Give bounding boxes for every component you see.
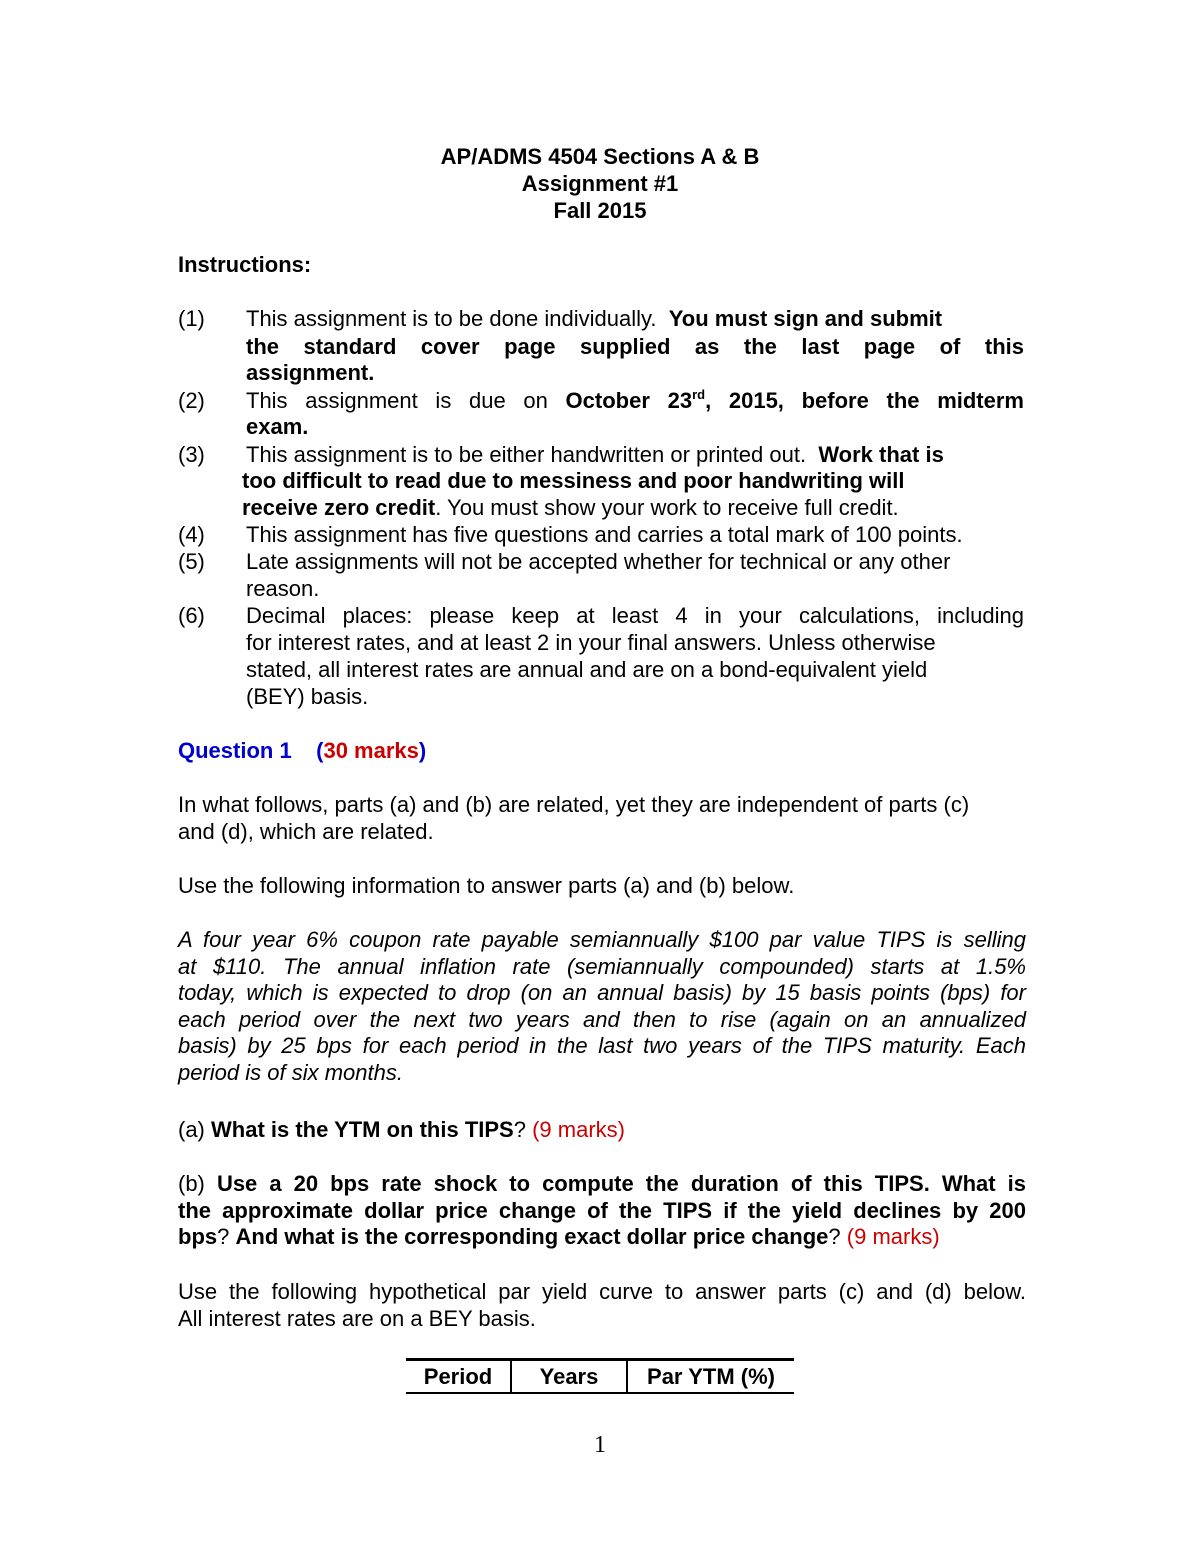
intro-line1: In what follows, parts (a) and (b) are related, yet they are independent of parts (c) — [178, 792, 970, 817]
item5-line1: Late assignments will not be accepted whether for technical or any other — [246, 549, 951, 574]
item2-date — [566, 388, 1024, 413]
item5-line2: reason. — [246, 576, 320, 601]
item3-bold-line3: receive zero credit — [242, 495, 436, 520]
header-par-ytm: Par YTM (%) — [627, 1360, 794, 1394]
part-b-line2: the approximate dollar price change of the TIPS if the yield declines by 200 — [178, 1197, 1026, 1223]
item1-text: This assignment is to be done individually. — [246, 306, 657, 331]
part-a-question: What is the YTM on this TIPS — [211, 1117, 514, 1142]
scenario-line: each period over the next two years and then to rise (again on an annualized — [178, 1006, 1026, 1032]
part-b-qmark2: ? — [828, 1224, 841, 1249]
item3-line2: too difficult to read due to messiness and poor handwriting will — [242, 468, 905, 493]
scenario-line: period is of six months. — [178, 1059, 403, 1085]
assignment-title: Assignment #1 — [521, 171, 679, 196]
item6-line1: Decimal places: please keep at least 4 in your calculations, including — [246, 603, 1024, 628]
marks-open-paren: ( — [316, 738, 324, 763]
part-b — [178, 1171, 1026, 1251]
item-number: (1) — [178, 306, 205, 331]
par-curve-line1: Use the following hypothetical par yield curve to answer parts (c) and (d) below. — [178, 1279, 1026, 1304]
part-a-marks: (9 marks) — [532, 1117, 625, 1142]
par-curve-intro — [178, 1279, 1026, 1332]
item1-line3: assignment. — [246, 360, 375, 385]
item3-text: This assignment is to be either handwritten or printed out. — [246, 442, 807, 467]
part-a-qmark: ? — [513, 1117, 526, 1142]
item3-bold: Work that is — [818, 442, 944, 467]
question1-intro — [178, 792, 1026, 845]
term-title: Fall 2015 — [553, 198, 647, 223]
item-number: (2) — [178, 388, 205, 413]
question1-title: Question 1 — [178, 738, 292, 763]
part-a-label: (a) — [178, 1117, 205, 1142]
scenario-line: A four year 6% coupon rate payable semiannually $100 par value TIPS is selling — [178, 927, 1026, 952]
part-a — [178, 1117, 1026, 1144]
item3-line1 — [246, 442, 1024, 468]
item1-line2: the standard cover page supplied as the last page of this — [246, 334, 1024, 359]
header-period: Period — [406, 1360, 511, 1394]
item2-line1 — [246, 388, 1024, 414]
scenario-line: today, which is expected to drop (on an annual basis) by 15 basis points (bps) for — [178, 980, 1026, 1005]
item2-date-rest: , 2015, before the midterm — [705, 388, 1024, 413]
item2-date-text: October 23 — [565, 388, 693, 413]
item6-line2: for interest rates, and at least 2 in your final answers. Unless otherwise — [246, 630, 936, 655]
item-number: (4) — [178, 522, 205, 547]
item3-line3 — [242, 495, 899, 521]
item-number: (3) — [178, 442, 205, 467]
scenario-line: at $110. The annual inflation rate (semiannually compounded) starts at 1.5% — [178, 953, 1026, 979]
part-b-qmark1: ? — [217, 1224, 230, 1249]
scenario-line: basis) by 25 bps for each period in the last two years of the TIPS maturity. Each — [178, 1033, 1026, 1058]
part-b-text3: And what is the corresponding exact dollar price change — [235, 1224, 829, 1249]
part-b-bps: bps — [178, 1224, 218, 1249]
part-b-line3 — [178, 1224, 1026, 1251]
part-b-text1: Use a 20 bps rate shock to compute the duration of this TIPS. What is — [216, 1171, 1026, 1196]
item-number: (5) — [178, 549, 205, 574]
tips-scenario — [178, 927, 1026, 1086]
part-b-marks: (9 marks) — [846, 1224, 940, 1249]
item1-bold: You must sign and submit — [668, 306, 943, 331]
question1-heading — [178, 738, 426, 764]
intro-line2: and (d), which are related. — [178, 818, 434, 844]
item2-text: This assignment is due on — [246, 388, 548, 413]
item6-line3: stated, all interest rates are annual and are on a bond-equivalent yield — [246, 657, 928, 682]
header-years: Years — [511, 1360, 627, 1394]
instructions-heading: Instructions: — [178, 252, 312, 277]
item6-line4: (BEY) basis. — [246, 684, 369, 709]
item2-line2: exam. — [246, 414, 309, 439]
table-header-row — [406, 1360, 794, 1394]
item1-line1 — [246, 306, 1024, 332]
item-number: (6) — [178, 603, 205, 628]
use-info-ab: Use the following information to answer parts (a) and (b) below. — [178, 873, 795, 898]
page-number: 1 — [594, 1432, 606, 1458]
item3-text-line3: . You must show your work to receive full credit. — [435, 495, 899, 520]
item4-text: This assignment has five questions and carries a total mark of 100 points. — [246, 522, 963, 547]
par-yield-table — [406, 1358, 794, 1394]
part-b-line1 — [178, 1171, 1026, 1198]
marks-close-paren: ) — [418, 738, 427, 763]
question1-marks: 30 marks — [323, 738, 419, 763]
par-curve-line2: All interest rates are on a BEY basis. — [178, 1305, 536, 1331]
part-b-label: (b) — [178, 1171, 205, 1196]
course-title: AP/ADMS 4504 Sections A & B — [440, 144, 760, 169]
item2-date-sup: rd — [692, 387, 706, 402]
